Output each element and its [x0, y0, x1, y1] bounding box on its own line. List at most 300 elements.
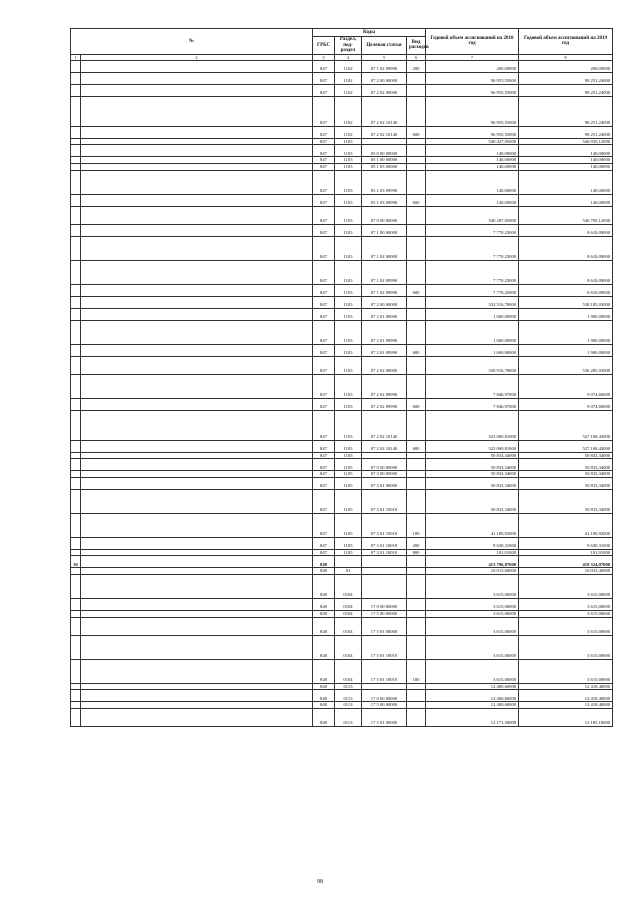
- row-razdel: 1105: [335, 477, 362, 489]
- row-expense-type: [407, 568, 426, 575]
- row-amount-2018: 50 833,34000: [426, 459, 519, 471]
- row-number: [71, 138, 81, 145]
- row-expense-type: 800: [407, 549, 426, 556]
- table-row: [71, 452, 613, 459]
- row-amount-2018: 50 833,34000: [426, 452, 519, 459]
- row-razdel: 1102: [335, 60, 362, 72]
- row-razdel: 1103: [335, 344, 362, 356]
- row-razdel: 1102: [335, 84, 362, 96]
- table-row: [71, 320, 613, 344]
- row-razdel: 1103: [335, 138, 362, 145]
- row-amount-2019: 200,00000: [519, 60, 613, 72]
- row-target-article: 07 3 00 00000: [362, 471, 407, 478]
- row-amount-2019: 140,00000: [519, 145, 613, 157]
- table-row: [71, 284, 613, 296]
- row-number: [71, 163, 81, 170]
- row-razdel: 0104: [335, 574, 362, 598]
- row-amount-2019: 98 251,24000: [519, 84, 613, 96]
- row-grbs: 847: [313, 513, 335, 537]
- row-razdel: 1103: [335, 236, 362, 260]
- row-expense-type: [407, 556, 426, 568]
- row-name: [81, 459, 313, 471]
- row-name: [81, 477, 313, 489]
- table-row: [71, 690, 613, 702]
- row-amount-2019: 8 610,09000: [519, 224, 613, 236]
- row-name: [81, 72, 313, 84]
- row-expense-type: [407, 356, 426, 374]
- row-target-article: 17 5 01 10010: [362, 659, 407, 683]
- row-number: [71, 344, 81, 356]
- row-number: [71, 610, 81, 617]
- table-row: [71, 574, 613, 598]
- row-target-article: 07 1 02 09990: [362, 60, 407, 72]
- row-razdel: 0113: [335, 683, 362, 690]
- row-number: [71, 84, 81, 96]
- budget-table: [70, 28, 613, 727]
- header-year-2018: Годовой объем ассигнований на 2018 год: [426, 29, 519, 55]
- table-row: [71, 683, 613, 690]
- row-number: [71, 452, 81, 459]
- row-name: [81, 471, 313, 478]
- table-row: [71, 145, 613, 157]
- row-razdel: 1103: [335, 206, 362, 224]
- row-number: [71, 659, 81, 683]
- table-row: [71, 610, 613, 617]
- row-number: [71, 284, 81, 296]
- table-row: [71, 489, 613, 513]
- row-number: [71, 157, 81, 164]
- row-amount-2019: 1 900,00000: [519, 320, 613, 344]
- table-row: [71, 556, 613, 568]
- row-number: [71, 690, 81, 702]
- row-name: [81, 610, 313, 617]
- row-razdel: 1103: [335, 145, 362, 157]
- table-row: [71, 477, 613, 489]
- table-row: [71, 157, 613, 164]
- row-razdel: 0104: [335, 598, 362, 610]
- row-amount-2019: 9 630,31000: [519, 537, 613, 549]
- row-amount-2019: 50 833,34000: [519, 452, 613, 459]
- row-amount-2018: 7 770,25000: [426, 284, 519, 296]
- row-target-article: 07 3 01 10010: [362, 549, 407, 556]
- row-amount-2019: 3 615,00000: [519, 635, 613, 659]
- table-row: [71, 224, 613, 236]
- row-expense-type: [407, 690, 426, 702]
- row-expense-type: [407, 320, 426, 344]
- table-row: [71, 308, 613, 320]
- row-razdel: 1103: [335, 410, 362, 440]
- row-target-article: 07 2 00 00000: [362, 296, 407, 308]
- page-number: 98: [317, 879, 323, 885]
- table-row: [71, 598, 613, 610]
- row-grbs: 847: [313, 157, 335, 164]
- row-grbs: 847: [313, 60, 335, 72]
- row-amount-2019: 12 185,10000: [519, 708, 613, 726]
- table-body: [71, 60, 613, 726]
- row-grbs: 847: [313, 126, 335, 138]
- row-name: [81, 513, 313, 537]
- row-amount-2018: 101,91000: [426, 549, 519, 556]
- table-row: [71, 410, 613, 440]
- row-target-article: 07 3 01 10010: [362, 513, 407, 537]
- row-amount-2018: 3 615,00000: [426, 598, 519, 610]
- row-amount-2019: 50 833,34000: [519, 459, 613, 471]
- table-row: [71, 96, 613, 126]
- header-number: №: [71, 29, 313, 55]
- row-razdel: 1105: [335, 489, 362, 513]
- table-row: [71, 708, 613, 726]
- row-razdel: 1102: [335, 126, 362, 138]
- row-name: [81, 260, 313, 284]
- row-target-article: 17 5 00 00000: [362, 610, 407, 617]
- row-grbs: 848: [313, 610, 335, 617]
- row-grbs: 847: [313, 84, 335, 96]
- row-amount-2019: 8 610,09000: [519, 284, 613, 296]
- row-razdel: 1105: [335, 459, 362, 471]
- row-number: [71, 194, 81, 206]
- row-name: [81, 374, 313, 398]
- row-grbs: 847: [313, 440, 335, 452]
- row-amount-2019: 50 833,34000: [519, 477, 613, 489]
- row-name: [81, 556, 313, 568]
- row-amount-2018: 50 833,34000: [426, 477, 519, 489]
- row-razdel: 1105: [335, 537, 362, 549]
- row-amount-2019: 1 900,00000: [519, 308, 613, 320]
- header-target-article: Целевая статья: [362, 37, 407, 55]
- row-amount-2018: 12 400,60000: [426, 702, 519, 709]
- row-amount-2018: 523 069,81000: [426, 440, 519, 452]
- row-number: [71, 440, 81, 452]
- row-number: [71, 568, 81, 575]
- row-razdel: 1102: [335, 96, 362, 126]
- row-expense-type: [407, 170, 426, 194]
- row-name: [81, 635, 313, 659]
- row-amount-2018: 523 069,81000: [426, 410, 519, 440]
- row-target-article: 07 2 02 00000: [362, 84, 407, 96]
- row-amount-2019: 50 833,34000: [519, 489, 613, 513]
- row-razdel: 1103: [335, 284, 362, 296]
- row-razdel: 1103: [335, 170, 362, 194]
- row-amount-2019: 536 285,03000: [519, 356, 613, 374]
- row-target-article: 07 2 01 09990: [362, 344, 407, 356]
- row-amount-2018: 16 015,60000: [426, 568, 519, 575]
- row-name: [81, 96, 313, 126]
- row-grbs: 847: [313, 410, 335, 440]
- row-number: [71, 170, 81, 194]
- row-target-article: 17 5 01 00000: [362, 708, 407, 726]
- row-razdel: 1105: [335, 549, 362, 556]
- row-name: [81, 356, 313, 374]
- row-name: [81, 410, 313, 440]
- row-razdel: 1103: [335, 260, 362, 284]
- row-amount-2019: 12 418,40000: [519, 702, 613, 709]
- row-expense-type: 100: [407, 659, 426, 683]
- row-amount-2018: 1 600,00000: [426, 320, 519, 344]
- row-target-article: 05 1 03 09990: [362, 170, 407, 194]
- row-expense-type: [407, 610, 426, 617]
- row-expense-type: [407, 617, 426, 635]
- row-razdel: 0113: [335, 708, 362, 726]
- row-number: [71, 683, 81, 690]
- column-number: 6: [407, 54, 426, 60]
- row-razdel: 1103: [335, 224, 362, 236]
- row-amount-2018: 532 516,78000: [426, 296, 519, 308]
- row-number: [71, 126, 81, 138]
- row-expense-type: [407, 138, 426, 145]
- row-expense-type: [407, 374, 426, 398]
- row-number: [71, 145, 81, 157]
- row-razdel: 1103: [335, 296, 362, 308]
- column-number: 1: [71, 54, 81, 60]
- row-grbs: 847: [313, 477, 335, 489]
- row-amount-2018: 50 833,34000: [426, 471, 519, 478]
- row-amount-2018: 3 615,00000: [426, 617, 519, 635]
- row-number: [71, 320, 81, 344]
- row-grbs: 847: [313, 284, 335, 296]
- row-expense-type: [407, 477, 426, 489]
- header-expense-type: Вид расходов: [407, 37, 426, 55]
- row-number: [71, 617, 81, 635]
- row-expense-type: [407, 157, 426, 164]
- row-amount-2018: 12 400,60000: [426, 690, 519, 702]
- row-name: [81, 537, 313, 549]
- row-grbs: 847: [313, 537, 335, 549]
- row-amount-2018: 96 955,55000: [426, 72, 519, 84]
- row-amount-2018: 1 600,00000: [426, 308, 519, 320]
- table-row: [71, 635, 613, 659]
- row-number: [71, 374, 81, 398]
- row-amount-2019: 12 418,40000: [519, 683, 613, 690]
- row-number: [71, 398, 81, 410]
- row-target-article: 07 2 02 10140: [362, 126, 407, 138]
- row-amount-2019: 41 100,92000: [519, 513, 613, 537]
- row-name: [81, 236, 313, 260]
- row-number: [71, 410, 81, 440]
- row-grbs: 847: [313, 96, 335, 126]
- row-grbs: 847: [313, 471, 335, 478]
- row-number: [71, 598, 81, 610]
- table-row: [71, 126, 613, 138]
- row-grbs: 847: [313, 224, 335, 236]
- row-grbs: 847: [313, 296, 335, 308]
- row-amount-2019: 16 033,40000: [519, 568, 613, 575]
- row-target-article: 17 0 00 00000: [362, 598, 407, 610]
- column-number: 5: [362, 54, 407, 60]
- row-razdel: 1103: [335, 374, 362, 398]
- row-target-article: 07 1 00 00000: [362, 224, 407, 236]
- row-grbs: 847: [313, 398, 335, 410]
- row-amount-2018: 3 615,00000: [426, 659, 519, 683]
- row-target-article: 07 2 00 00000: [362, 72, 407, 84]
- row-number: [71, 635, 81, 659]
- header-year-2019: Годовой объем ассигнований на 2019 год: [519, 29, 613, 55]
- table-row: [71, 617, 613, 635]
- row-name: [81, 320, 313, 344]
- row-expense-type: 600: [407, 194, 426, 206]
- row-target-article: 07 3 01 10010: [362, 537, 407, 549]
- row-amount-2018: 7 846,97000: [426, 398, 519, 410]
- row-amount-2019: 50 833,34000: [519, 471, 613, 478]
- row-name: [81, 344, 313, 356]
- row-grbs: 848: [313, 635, 335, 659]
- row-razdel: 1103: [335, 308, 362, 320]
- table-row: [71, 537, 613, 549]
- row-expense-type: [407, 72, 426, 84]
- row-amount-2018: 200,00000: [426, 60, 519, 72]
- table-row: [71, 260, 613, 284]
- row-name: [81, 60, 313, 72]
- row-razdel: 0104: [335, 617, 362, 635]
- row-grbs: 847: [313, 260, 335, 284]
- table-row: [71, 374, 613, 398]
- row-amount-2018: 540 287,05000: [426, 206, 519, 224]
- row-grbs: 847: [313, 145, 335, 157]
- row-target-article: 07 2 02 10140: [362, 410, 407, 440]
- row-expense-type: [407, 206, 426, 224]
- row-number: [71, 459, 81, 471]
- row-expense-type: [407, 308, 426, 320]
- row-target-article: [362, 568, 407, 575]
- row-name: [81, 138, 313, 145]
- row-target-article: 07 2 02 00000: [362, 356, 407, 374]
- table-row: [71, 163, 613, 170]
- row-target-article: 07 2 01 09990: [362, 320, 407, 344]
- row-amount-2018: 530 916,78000: [426, 356, 519, 374]
- table-header: [71, 29, 613, 61]
- row-amount-2018: 41 100,92000: [426, 513, 519, 537]
- row-grbs: 848: [313, 702, 335, 709]
- row-name: [81, 659, 313, 683]
- budget-document-sheet: [70, 28, 612, 727]
- row-amount-2019: 538 185,03000: [519, 296, 613, 308]
- row-target-article: 07 1 02 00000: [362, 236, 407, 260]
- row-number: [71, 356, 81, 374]
- row-number: [71, 471, 81, 478]
- table-row: [71, 513, 613, 537]
- column-number: 8: [519, 54, 613, 60]
- row-number: [71, 708, 81, 726]
- row-expense-type: [407, 236, 426, 260]
- row-grbs: 847: [313, 206, 335, 224]
- row-amount-2019: 9 074,60000: [519, 398, 613, 410]
- row-target-article: 07 0 00 00000: [362, 459, 407, 471]
- row-grbs: 848: [313, 598, 335, 610]
- row-name: [81, 296, 313, 308]
- row-target-article: 17 5 00 00000: [362, 702, 407, 709]
- row-amount-2018: 7 770,25000: [426, 260, 519, 284]
- row-number: [71, 489, 81, 513]
- row-grbs: 847: [313, 356, 335, 374]
- row-razdel: 1103: [335, 194, 362, 206]
- row-amount-2019: 8 610,09000: [519, 260, 613, 284]
- row-amount-2019: 1 900,00000: [519, 344, 613, 356]
- row-name: [81, 574, 313, 598]
- row-amount-2019: 418 324,97000: [519, 556, 613, 568]
- row-amount-2019: 140,00000: [519, 157, 613, 164]
- row-number: [71, 60, 81, 72]
- row-expense-type: [407, 84, 426, 96]
- row-grbs: 847: [313, 549, 335, 556]
- row-razdel: 1105: [335, 471, 362, 478]
- row-amount-2019: 527 168,43000: [519, 440, 613, 452]
- row-amount-2018: 140,00000: [426, 157, 519, 164]
- row-grbs: 848: [313, 659, 335, 683]
- row-expense-type: [407, 459, 426, 471]
- table-row: [71, 72, 613, 84]
- row-target-article: 07 2 02 10140: [362, 96, 407, 126]
- row-target-article: [362, 556, 407, 568]
- row-grbs: 847: [313, 344, 335, 356]
- row-number: [71, 477, 81, 489]
- row-expense-type: 600: [407, 398, 426, 410]
- row-grbs: 848: [313, 708, 335, 726]
- row-razdel: 1103: [335, 320, 362, 344]
- row-target-article: 07 1 02 09990: [362, 260, 407, 284]
- row-amount-2019: 3 615,00000: [519, 574, 613, 598]
- column-number: 2: [81, 54, 313, 60]
- row-number: [71, 296, 81, 308]
- table-row: [71, 568, 613, 575]
- row-amount-2019: 140,00000: [519, 163, 613, 170]
- row-name: [81, 549, 313, 556]
- row-target-article: 05 0 00 00000: [362, 145, 407, 157]
- row-grbs: 847: [313, 72, 335, 84]
- row-name: [81, 440, 313, 452]
- row-target-article: 05 1 03 09990: [362, 194, 407, 206]
- header-razdel: Раздел, под-раздел: [335, 37, 362, 55]
- row-amount-2018: 96 955,55000: [426, 84, 519, 96]
- row-name: [81, 145, 313, 157]
- row-name: [81, 702, 313, 709]
- row-amount-2019: 101,91000: [519, 549, 613, 556]
- row-expense-type: [407, 708, 426, 726]
- row-expense-type: [407, 410, 426, 440]
- row-expense-type: 100: [407, 513, 426, 537]
- row-expense-type: 200: [407, 537, 426, 549]
- row-grbs: 847: [313, 138, 335, 145]
- row-razdel: 0113: [335, 702, 362, 709]
- row-amount-2019: 8 610,09000: [519, 236, 613, 260]
- row-name: [81, 170, 313, 194]
- row-number: [71, 236, 81, 260]
- row-name: [81, 568, 313, 575]
- row-grbs: 848: [313, 568, 335, 575]
- table-row: [71, 170, 613, 194]
- row-expense-type: [407, 96, 426, 126]
- row-target-article: 07 3 01 00000: [362, 477, 407, 489]
- row-razdel: 0113: [335, 690, 362, 702]
- row-razdel: 1103: [335, 440, 362, 452]
- row-amount-2019: 3 615,00000: [519, 598, 613, 610]
- row-amount-2018: 50 833,34000: [426, 489, 519, 513]
- row-expense-type: [407, 574, 426, 598]
- row-grbs: 848: [313, 683, 335, 690]
- row-grbs: 847: [313, 452, 335, 459]
- row-number: [71, 549, 81, 556]
- row-number: [71, 260, 81, 284]
- row-grbs: 848: [313, 574, 335, 598]
- row-grbs: 848: [313, 556, 335, 568]
- row-amount-2019: 140,00000: [519, 194, 613, 206]
- table-row: [71, 194, 613, 206]
- row-target-article: 07 2 02 09990: [362, 374, 407, 398]
- row-amount-2019: 12 418,40000: [519, 690, 613, 702]
- row-expense-type: [407, 489, 426, 513]
- table-row: [71, 549, 613, 556]
- row-amount-2018: 3 615,00000: [426, 635, 519, 659]
- row-razdel: 1103: [335, 163, 362, 170]
- row-grbs: 847: [313, 170, 335, 194]
